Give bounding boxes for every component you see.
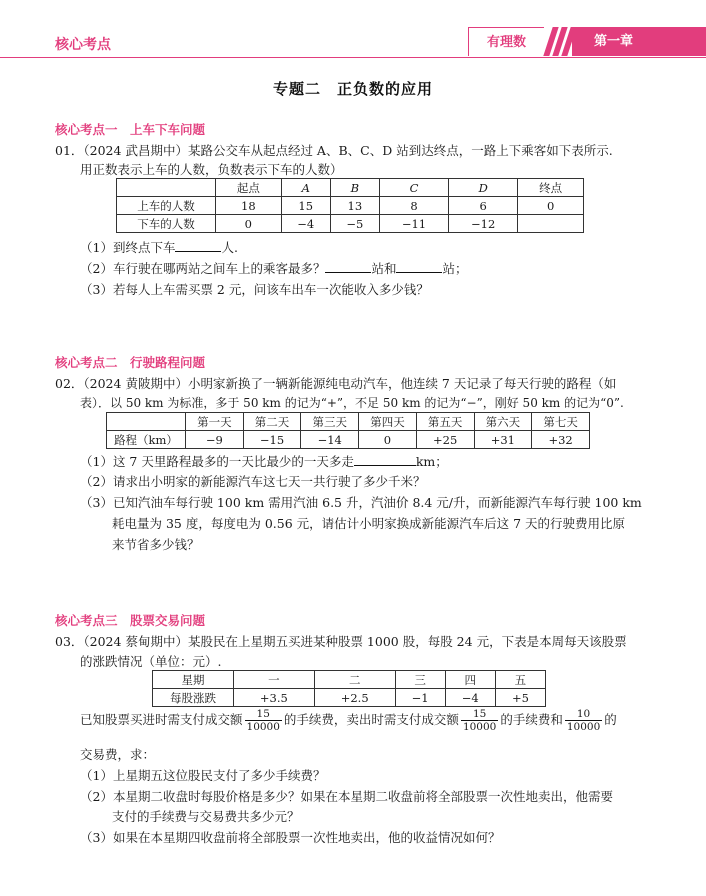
question-text: 某路公交车从起点经过 A、B、C、D 站到达终点，一路上下乘客如下表所示.	[187, 143, 613, 158]
table-cell: A	[281, 179, 330, 197]
table-cell	[107, 413, 186, 431]
table-cell: 每股涨跌	[153, 689, 234, 707]
table-cell: +3.5	[234, 689, 315, 707]
table-cell	[518, 215, 584, 233]
table-cell: +31	[474, 431, 532, 449]
question-stem	[55, 632, 627, 650]
page-title: 专题二 正负数的应用	[272, 80, 433, 98]
question-part	[80, 238, 238, 256]
table-header-row	[107, 413, 590, 431]
question-source: （2024 蔡甸期中）	[83, 634, 188, 649]
answer-blank[interactable]	[354, 453, 416, 466]
fee-description	[80, 708, 617, 733]
part-text: 车行驶在哪两站之间车上的乘客最多？	[112, 261, 326, 276]
question-part	[80, 787, 613, 805]
part-text: 已知汽油车每行驶 100 km 需用汽油 6.5 升，汽油价 8.4 元/升，而新能源汽车每行驶 100 km	[112, 495, 642, 510]
header-section-label: 核心考点	[55, 37, 111, 53]
part-number: （3）	[80, 495, 113, 510]
part-number: （2）	[80, 474, 113, 489]
fraction-denominator: 10000	[566, 721, 601, 733]
table-cell: −9	[186, 431, 244, 449]
question-part	[80, 452, 448, 470]
question-text: 支付的手续费与交易费共多少元？	[112, 809, 300, 824]
fraction-numerator: 15	[245, 708, 282, 721]
part-number: （1）	[80, 768, 113, 783]
table-cell: 0	[359, 431, 417, 449]
fraction-denominator: 10000	[462, 721, 497, 733]
question-text: 小明家新换了一辆新能源纯电动汽车，他连续 7 天记录了每天行驶的路程（如	[187, 376, 617, 391]
fraction-numerator: 15	[461, 708, 498, 721]
question-part	[80, 493, 642, 511]
table-header-row	[153, 671, 546, 689]
table-cell: +25	[416, 431, 474, 449]
table-cell: +5	[495, 689, 545, 707]
boarding-table	[116, 178, 584, 233]
header-tab	[468, 27, 706, 56]
header-subject: 有理数	[468, 27, 544, 56]
question-part	[80, 472, 425, 490]
part-text: 上星期五这位股民支付了多少手续费？	[112, 768, 326, 783]
question-stem	[55, 141, 613, 159]
question-text: 表）．以 50 km 为标准，多于 50 km 的记为“+”，不足 50 km 的记为“−”，刚好 50 km 的记为“0”.	[80, 396, 624, 410]
table-cell: D	[449, 179, 518, 197]
table-cell: 18	[216, 197, 282, 215]
fraction	[461, 708, 498, 733]
fee-text: 已知股票买进时需支付成交额	[80, 712, 243, 727]
question-stem	[55, 374, 616, 392]
answer-blank[interactable]	[175, 239, 221, 252]
table-cell: 第五天	[416, 413, 474, 431]
table-cell	[117, 179, 216, 197]
table-cell: C	[379, 179, 448, 197]
question-part	[80, 828, 500, 846]
question-part	[80, 280, 429, 298]
part-number: （2）	[80, 789, 113, 804]
part-text: km；	[415, 454, 448, 469]
section-heading: 核心考点三 股票交易问题	[55, 613, 206, 628]
question-text: 某股民在上星期五买进某种股票 1000 股，每股 24 元，下表是本周每天该股票	[187, 634, 627, 649]
table-cell: 第三天	[301, 413, 359, 431]
table-cell: 第四天	[359, 413, 417, 431]
fee-text: 的	[604, 712, 617, 727]
part-text: 本星期二收盘时每股价格是多少？如果在本星期二收盘前将全部股票一次性地卖出，他需要	[112, 789, 613, 804]
part-number: （2）	[80, 261, 113, 276]
table-cell: +32	[532, 431, 590, 449]
part-text: 站；	[442, 261, 468, 276]
table-cell: 四	[445, 671, 495, 689]
table-cell: 五	[495, 671, 545, 689]
part-text: 站和	[371, 261, 397, 276]
mileage-table	[106, 412, 590, 449]
table-cell: −1	[395, 689, 445, 707]
question-part	[80, 766, 325, 784]
fee-text: 的手续费，卖出时需支付成交额	[283, 712, 459, 727]
table-cell: −11	[379, 215, 448, 233]
question-number: 01．	[55, 143, 84, 158]
table-cell: 起点	[216, 179, 282, 197]
question-source: （2024 武昌期中）	[83, 143, 188, 158]
stock-table	[152, 670, 546, 707]
part-text: 若每人上车需买票 2 元，问该车出车一次能收入多少钱？	[112, 282, 429, 297]
table-cell: 6	[449, 197, 518, 215]
answer-blank[interactable]	[325, 260, 371, 273]
question-text: 的涨跌情况（单位：元）.	[80, 654, 222, 669]
question-text: 耗电量为 35 度，每度电为 0.56 元，请估计小明家换成新能源汽车后这 7 天的行驶费用比原	[112, 516, 626, 531]
table-cell: 15	[281, 197, 330, 215]
table-cell: −12	[449, 215, 518, 233]
table-cell: −15	[243, 431, 301, 449]
part-text: 如果在本星期四收盘前将全部股票一次性地卖出，他的收益情况如何？	[112, 830, 501, 845]
fraction	[245, 708, 282, 733]
table-cell: −4	[281, 215, 330, 233]
question-number: 02．	[55, 376, 84, 391]
table-cell: 第二天	[243, 413, 301, 431]
part-number: （1）	[80, 454, 113, 469]
part-text: 这 7 天里路程最多的一天比最少的一天多走	[112, 454, 354, 469]
table-row	[153, 689, 546, 707]
table-cell: 终点	[518, 179, 584, 197]
part-text: 人.	[221, 240, 238, 255]
table-cell: 第六天	[474, 413, 532, 431]
question-text: 用正数表示上车的人数，负数表示下车的人数）	[80, 162, 343, 177]
question-number: 03．	[55, 634, 84, 649]
table-row	[117, 215, 584, 233]
table-cell: 路程（km）	[107, 431, 186, 449]
part-text: 请求出小明家的新能源汽车这七天一共行驶了多少千米？	[112, 474, 426, 489]
fraction-denominator: 10000	[246, 721, 280, 733]
table-cell: +2.5	[314, 689, 395, 707]
question-source: （2024 黄陂期中）	[83, 376, 188, 391]
table-cell: 0	[518, 197, 584, 215]
table-cell: 星期	[153, 671, 234, 689]
table-cell: −4	[445, 689, 495, 707]
table-cell: 一	[234, 671, 315, 689]
part-number: （3）	[80, 282, 113, 297]
table-row	[117, 197, 584, 215]
section-heading: 核心考点一 上车下车问题	[55, 122, 206, 137]
fraction	[565, 708, 602, 733]
answer-blank[interactable]	[396, 260, 442, 273]
table-cell: −14	[301, 431, 359, 449]
table-cell: 上车的人数	[117, 197, 216, 215]
table-cell: 13	[330, 197, 379, 215]
table-cell: 第七天	[532, 413, 590, 431]
table-cell: −5	[330, 215, 379, 233]
header-divider	[0, 57, 706, 58]
table-cell: 8	[379, 197, 448, 215]
table-cell: 0	[216, 215, 282, 233]
table-cell: 下车的人数	[117, 215, 216, 233]
table-cell: 三	[395, 671, 445, 689]
table-cell: 第一天	[186, 413, 244, 431]
header-chapter: 第一章	[572, 27, 706, 56]
question-part	[80, 259, 468, 277]
question-text: 来节省多少钱？	[112, 537, 200, 552]
part-number: （1）	[80, 240, 113, 255]
table-header-row	[117, 179, 584, 197]
section-heading: 核心考点二 行驶路程问题	[55, 355, 206, 370]
fee-text: 的手续费和	[500, 712, 563, 727]
fraction-numerator: 10	[565, 708, 602, 721]
table-row	[107, 431, 590, 449]
part-number: （3）	[80, 830, 113, 845]
fee-text: 交易费，求：	[80, 747, 156, 762]
table-cell: 二	[314, 671, 395, 689]
part-text: 到终点下车	[112, 240, 176, 255]
table-cell: B	[330, 179, 379, 197]
